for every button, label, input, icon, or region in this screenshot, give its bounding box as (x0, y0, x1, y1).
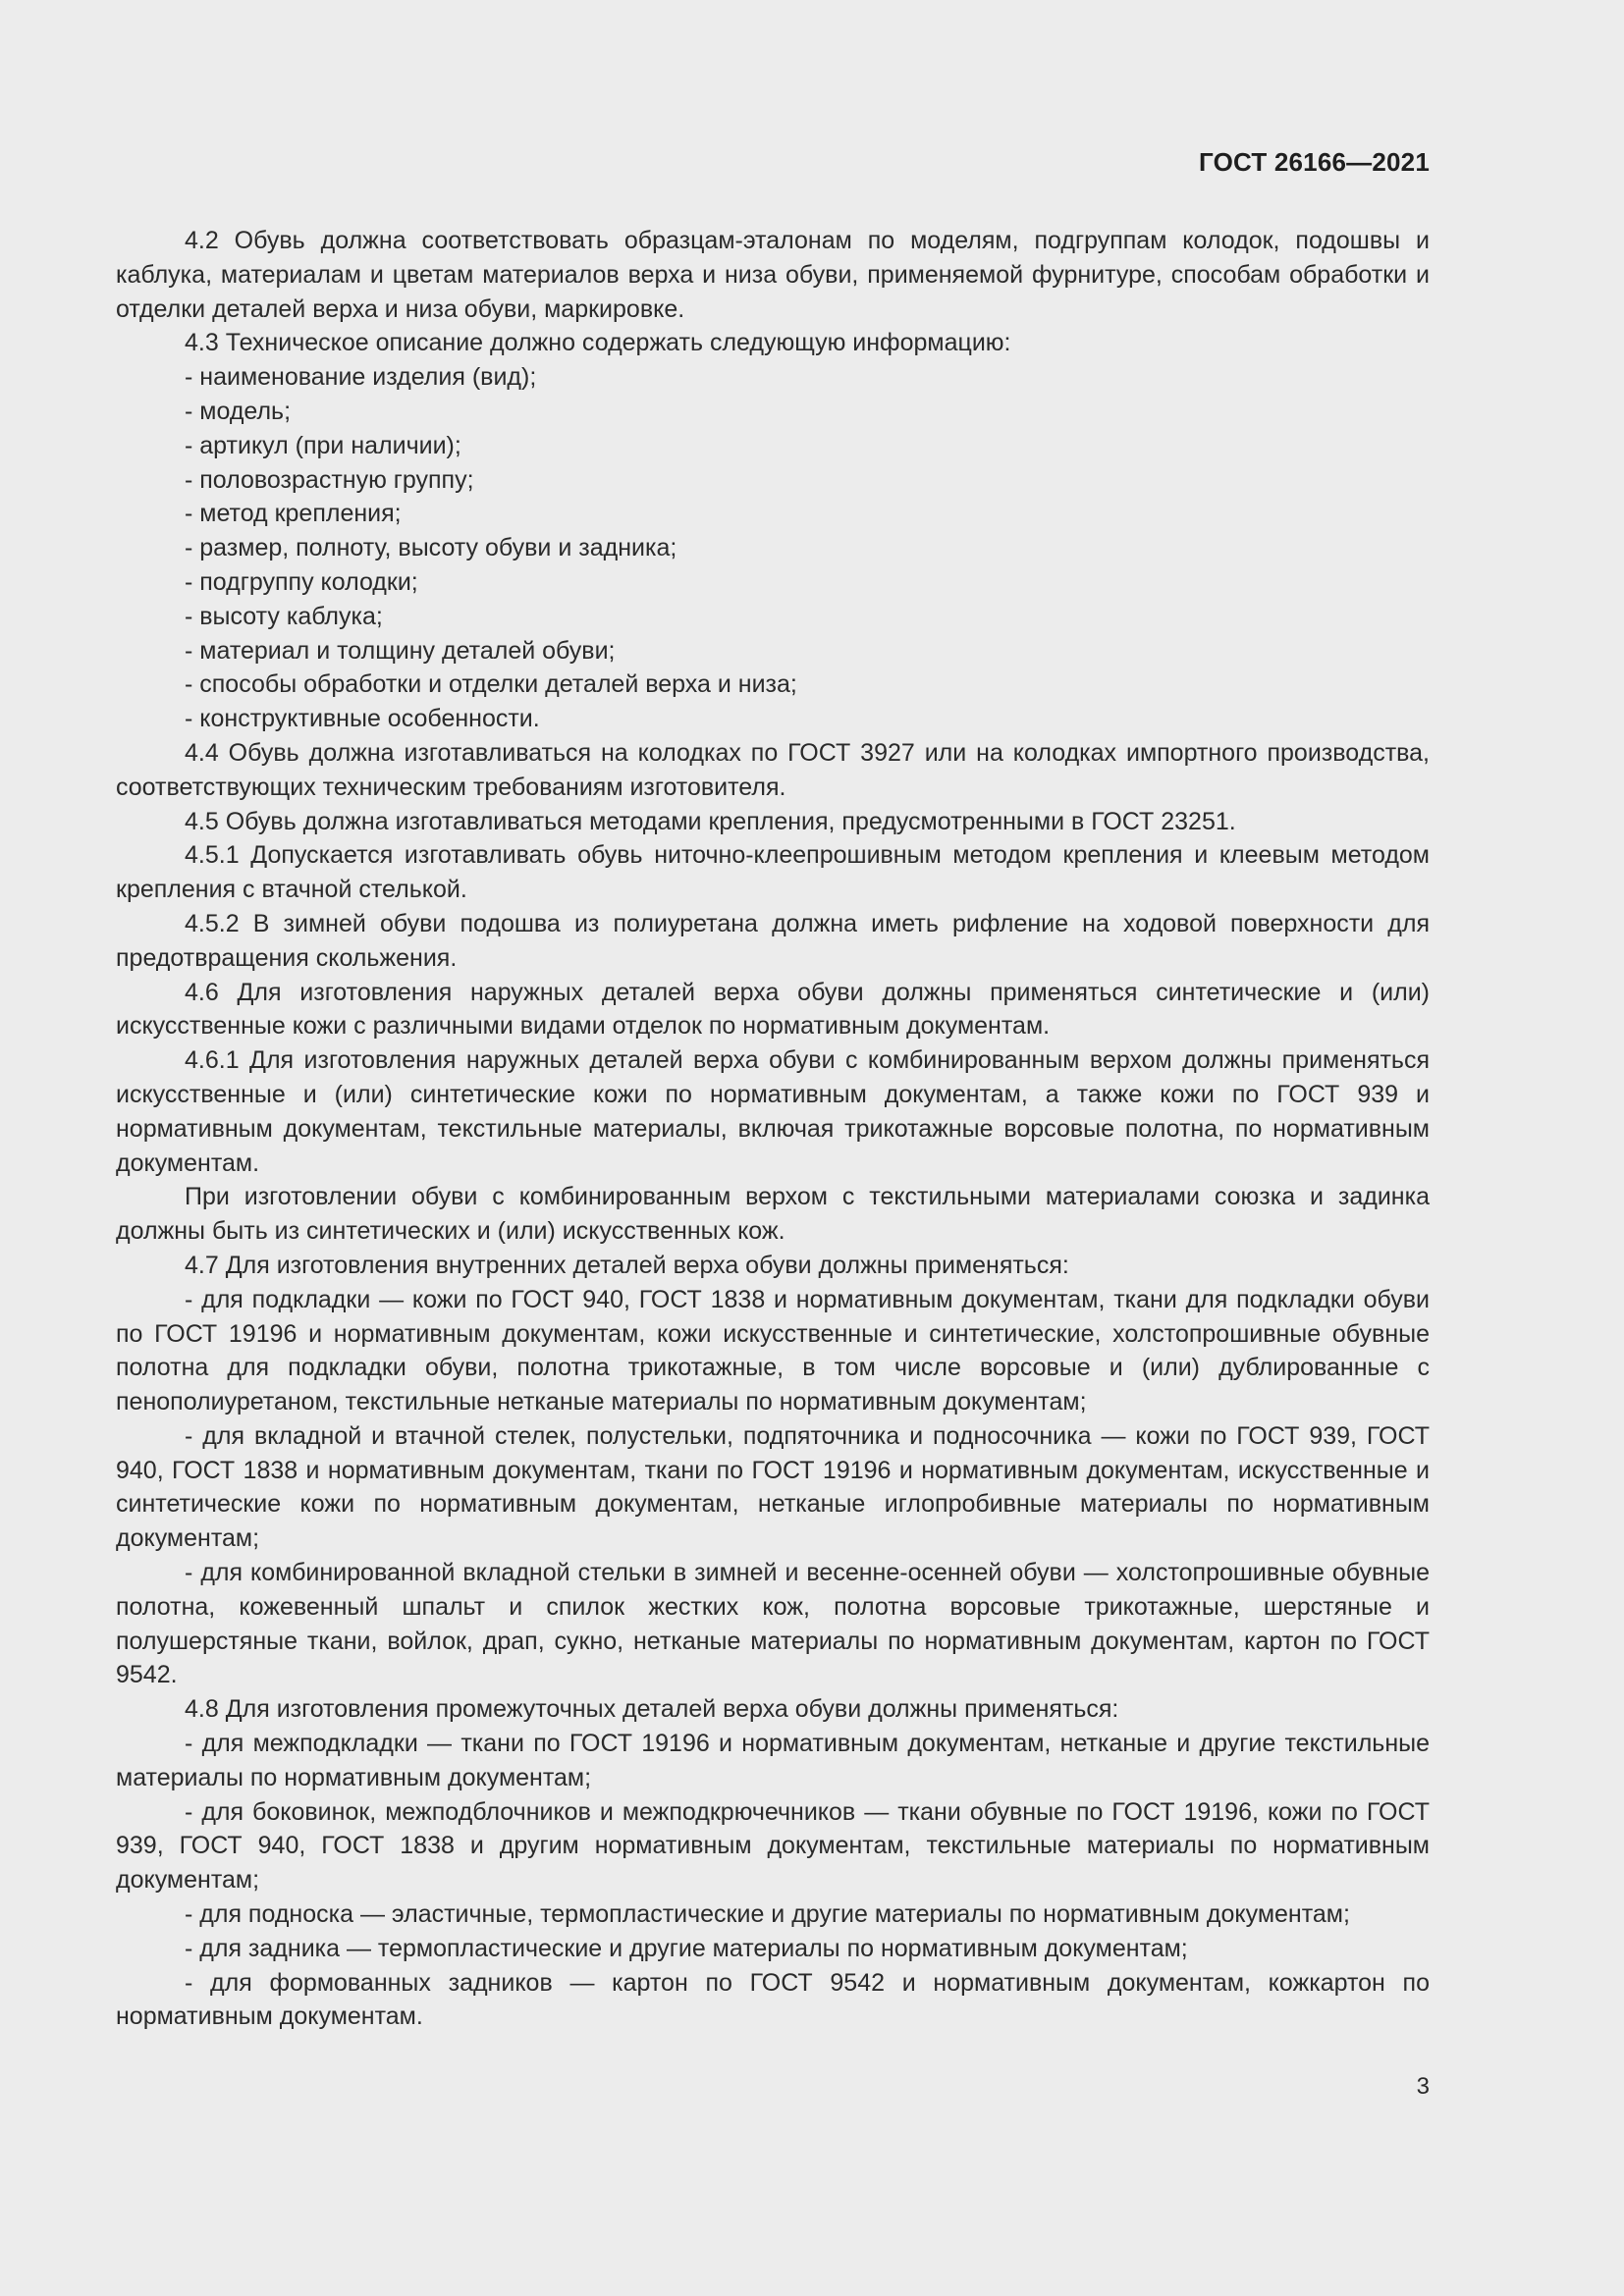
paragraph-4-6: 4.6 Для изготовления наружных деталей верха обуви должны применяться синтетические и (или) искусственные кожи с различными видами отделок по нормативным документам. (116, 978, 1430, 1041)
paragraph-4-2: 4.2 Обувь должна соответствовать образцам-эталонам по моделям, подгруппам колодок, подошвы и каблука, материалам и цветам материалов верха и низа обуви, применяемой фурнитуре, способам обработки и отделки деталей верха и низа обуви, маркировке. (116, 227, 1430, 323)
page-number: 3 (1416, 2073, 1430, 2100)
list-item: - для задника — термопластические и другие материалы по нормативным документам; (185, 1934, 1188, 1962)
list-item: - для боковинок, межподблочников и межподкрючечников — ткани обувные по ГОСТ 19196, кожи по ГОСТ 939, ГОСТ 940, ГОСТ 1838 и другим нормативным документам, текстильные материалы по нормативным документам; (116, 1797, 1430, 1895)
list-item: - размер, полноту, высоту обуви и задника; (185, 534, 677, 562)
list-item: - конструктивные особенности. (185, 705, 540, 733)
paragraph-4-6-1: 4.6.1 Для изготовления наружных деталей верха обуви с комбинированным верхом должны применяться искусственные и (или) синтетические кожи по нормативным документам, а также кожи по ГОСТ 939 и нормативным документам, текстильные материалы, включая трикотажные ворсовые полотна, по нормативным документам. (116, 1046, 1430, 1177)
list-item: - метод крепления; (185, 500, 402, 528)
paragraph-4-3: 4.3 Техническое описание должно содержать следующую информацию: (185, 329, 1011, 357)
list-item: - способы обработки и отделки деталей верха и низа; (185, 670, 797, 699)
paragraph-4-5-1: 4.5.1 Допускается изготавливать обувь ниточно-клеепрошивным методом крепления и клеевым методом крепления с втачной стелькой. (116, 841, 1430, 904)
document-body (116, 224, 1430, 2034)
list-item: - материал и толщину деталей обуви; (185, 636, 616, 665)
list-item: - артикул (при наличии); (185, 431, 461, 459)
list-item: - для межподкладки — ткани по ГОСТ 19196 и нормативным документам, нетканые и другие текстильные материалы по нормативным документам; (116, 1730, 1430, 1791)
list-item: - для формованных задников — картон по ГОСТ 9542 и нормативным документам, кожкартон по нормативным документам. (116, 1968, 1430, 2031)
list-item: - для подкладки — кожи по ГОСТ 940, ГОСТ 1838 и нормативным документам, ткани для подкладки обуви по ГОСТ 19196 и нормативным документам, кожи искусственные и синтетические, холстопрошивные обувные полотна для подкладки обуви, полотна трикотажные, в том числе ворсовые и (или) дублированные с пенополиуретаном, текстильные нетканые материалы по нормативным документам; (116, 1285, 1430, 1416)
list-item: - для вкладной и втачной стелек, полустельки, подпяточника и подносочника — кожи по ГОСТ 939, ГОСТ 940, ГОСТ 1838 и нормативным документам, ткани по ГОСТ 19196 и нормативным документам, искусственные и синтетические кожи по нормативным документам, нетканые иглопробивные материалы по нормативным документам; (116, 1421, 1430, 1553)
list-item: - половозрастную группу; (185, 465, 474, 494)
paragraph-combined-upper: При изготовлении обуви с комбинированным верхом с текстильными материалами союзка и задинка должны быть из синтетических и (или) искусственных кож. (116, 1183, 1430, 1246)
list-item: - для подноска — эластичные, термопластические и другие материалы по нормативным документам; (185, 1900, 1350, 1929)
paragraph-4-5: 4.5 Обувь должна изготавливаться методами крепления, предусмотренными в ГОСТ 23251. (185, 807, 1236, 835)
list-item: - высоту каблука; (185, 602, 383, 630)
page-header-standard-id: ГОСТ 26166—2021 (1199, 147, 1430, 177)
list-item: - подгруппу колодки; (185, 567, 418, 596)
list-item: - наименование изделия (вид); (185, 363, 537, 392)
paragraph-4-4: 4.4 Обувь должна изготавливаться на колодках по ГОСТ 3927 или на колодках импортного производства, соответствующих техническим требованиям изготовителя. (116, 738, 1430, 801)
paragraph-4-8: 4.8 Для изготовления промежуточных деталей верха обуви должны применяться: (185, 1695, 1119, 1724)
paragraph-4-7: 4.7 Для изготовления внутренних деталей верха обуви должны применяться: (185, 1251, 1069, 1279)
paragraph-4-5-2: 4.5.2 В зимней обуви подошва из полиуретана должна иметь рифление на ходовой поверхности для предотвращения скольжения. (116, 909, 1430, 972)
list-item: - модель; (185, 397, 292, 425)
list-item: - для комбинированной вкладной стельки в зимней и весенне-осенней обуви — холстопрошивные обувные полотна, кожевенный шпальт и спилок жестких кож, полотна ворсовые трикотажные, шерстяные и полушерстяные ткани, войлок, драп, сукно, нетканые материалы по нормативным документам, картон по ГОСТ 9542. (116, 1559, 1430, 1689)
